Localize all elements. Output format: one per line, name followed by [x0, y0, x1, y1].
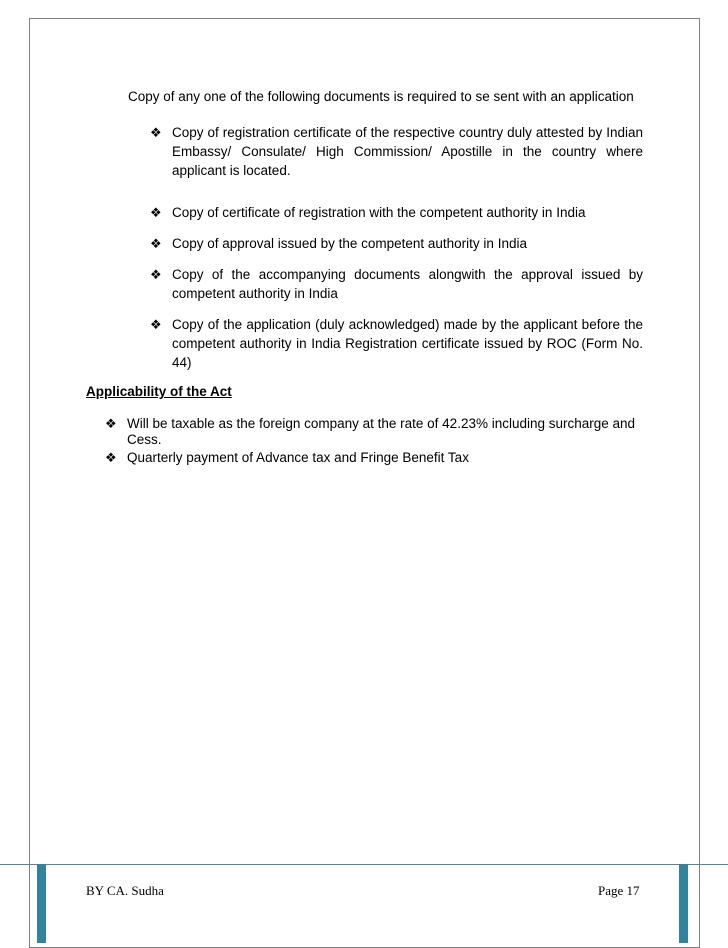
list-item: [150, 123, 643, 180]
list-item: [150, 234, 643, 253]
list-item: [150, 265, 643, 303]
footer-bar-left: [37, 864, 46, 943]
list-item: [150, 315, 643, 372]
list-item-text: Copy of registration certificate of the respective country duly attested by Indian Embassy/ Consulate/ High Commission/ Apostille in the country where applicant is located.: [172, 125, 643, 178]
diamond-bullet-icon: ❖: [150, 205, 162, 220]
list-item: [105, 450, 645, 466]
list-item-text: Quarterly payment of Advance tax and Fringe Benefit Tax: [127, 450, 469, 465]
footer-author: BY CA. Sudha: [86, 883, 164, 898]
list-item-text: Will be taxable as the foreign company at the rate of 42.23% including surcharge and Cess.: [127, 416, 636, 447]
intro-paragraph: Copy of any one of the following documents is required to se sent with an application: [128, 89, 634, 104]
diamond-bullet-icon: ❖: [105, 450, 117, 465]
list-item-text: Copy of the application (duly acknowledged) made by the applicant before the competent authority in India Registration certificate issued by ROC (Form No. 44): [172, 317, 643, 370]
diamond-bullet-icon: ❖: [150, 236, 162, 251]
footer-rule: [0, 864, 728, 865]
footer-bar-right: [679, 864, 688, 943]
diamond-bullet-icon: ❖: [150, 125, 162, 140]
list-item-text: Copy of certificate of registration with the competent authority in India: [172, 205, 586, 220]
list-item: [105, 416, 645, 448]
page-number: Page 17: [598, 883, 640, 898]
list-item-text: Copy of approval issued by the competent authority in India: [172, 236, 527, 251]
list-item: [150, 203, 643, 222]
list-item-text: Copy of the accompanying documents alongwith the approval issued by competent authority in India: [172, 267, 643, 301]
section-heading: Applicability of the Act: [86, 384, 232, 399]
diamond-bullet-icon: ❖: [150, 267, 162, 282]
diamond-bullet-icon: ❖: [105, 416, 117, 431]
diamond-bullet-icon: ❖: [150, 317, 162, 332]
